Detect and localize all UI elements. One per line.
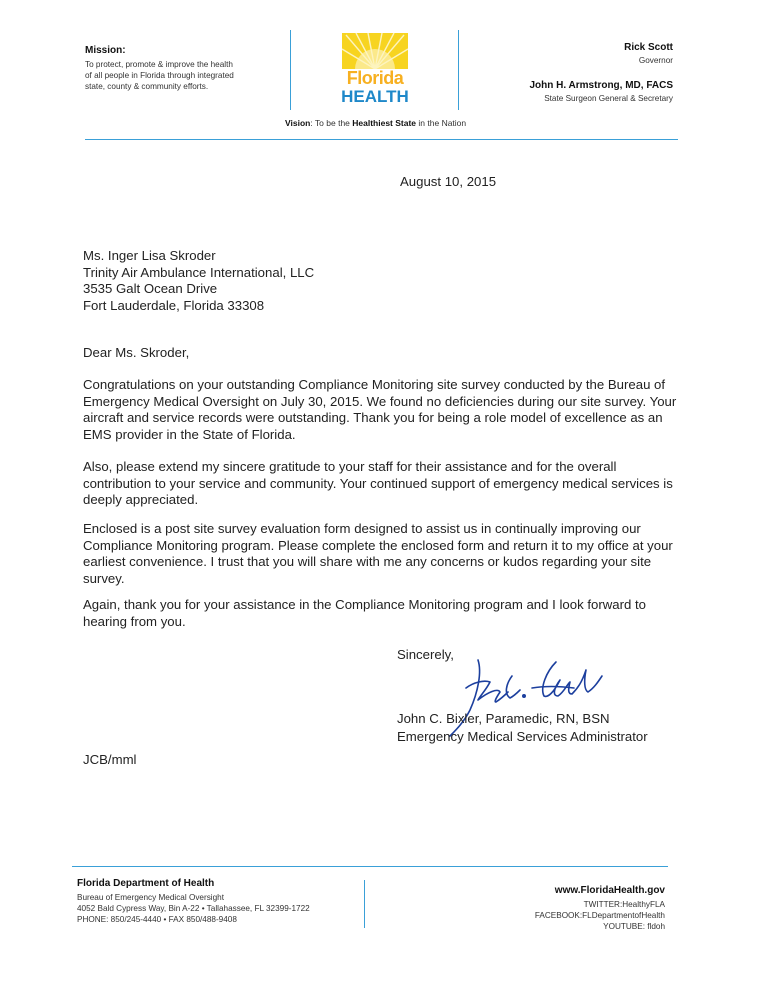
salutation: Dear Ms. Skroder, <box>83 345 190 360</box>
footer-rule <box>72 866 668 867</box>
address-line: 3535 Galt Ocean Drive <box>83 281 218 296</box>
signer-title: Emergency Medical Services Administrator <box>397 729 648 744</box>
header-rule <box>85 139 678 140</box>
governor-title: Governor <box>638 56 673 65</box>
florida-health-logo <box>335 33 415 111</box>
sun-icon <box>342 33 408 69</box>
body-paragraph: Enclosed is a post site survey evaluation form designed to assist us in continually improving our Compliance Monitoring program. Please complete the enclosed form and return it to my office at your earliest convenience. I trust that you will share with me any concerns or kudos regarding your site survey. <box>83 521 673 586</box>
mission-title: Mission: <box>85 45 126 56</box>
vision-statement <box>285 118 466 128</box>
letter-date: August 10, 2015 <box>400 174 497 189</box>
address-line: Fort Lauderdale, Florida 33308 <box>83 297 265 313</box>
mission-line: To protect, promote & improve the health <box>85 60 233 69</box>
body-paragraph: Also, please extend my sincere gratitude to your staff for their assistance and for the overall contribution to your service and community. Your continued support of emergency medical services is deeply appreciated. <box>83 459 673 507</box>
vision-text: : To be the <box>310 118 353 128</box>
surgeon-general-title: State Surgeon General & Secretary <box>544 94 673 103</box>
surgeon-general-name: John H. Armstrong, MD, FACS <box>529 80 673 91</box>
logo-florida-word: Florida <box>346 68 404 88</box>
vision-label: Vision <box>285 118 311 128</box>
footer-twitter: TWITTER:HealthyFLA <box>583 900 665 909</box>
vision-emphasis: Healthiest State <box>352 118 417 128</box>
closing: Sincerely, <box>397 647 454 662</box>
footer-dept-name: Florida Department of Health <box>77 878 215 889</box>
footer-website-link[interactable]: www.FloridaHealth.gov <box>554 885 665 896</box>
typist-initials: JCB/mml <box>83 752 137 767</box>
body-paragraph: Congratulations on your outstanding Compliance Monitoring site survey conducted by the Bureau of Emergency Medical Oversight on July 30, 2015. We found no deficiencies during our site survey. Your aircraft and service records were outstanding. Thank you for being a role model of excellence as an EMS provider in the State of Florida. <box>83 377 677 442</box>
governor-name: Rick Scott <box>624 42 673 53</box>
mission-line: of all people in Florida through integrated <box>85 71 234 80</box>
footer-phone-fax: PHONE: 850/245-4440 • FAX 850/488-9408 <box>77 915 237 924</box>
recipient-address <box>83 248 314 314</box>
footer-youtube: YOUTUBE: fldoh <box>603 922 665 931</box>
footer-bureau: Bureau of Emergency Medical Oversight <box>77 893 224 902</box>
mission-statement <box>85 59 265 92</box>
mission-line: state, county & community efforts. <box>85 82 209 91</box>
header-divider-left <box>290 30 291 110</box>
signer-name: John C. Bixler, Paramedic, RN, BSN <box>397 711 610 726</box>
address-line: Trinity Air Ambulance International, LLC <box>83 264 315 280</box>
logo-health-word: HEALTH <box>341 87 409 106</box>
header-divider-right <box>458 30 459 110</box>
address-line: Ms. Inger Lisa Skroder <box>83 248 216 263</box>
footer-facebook: FACEBOOK:FLDepartmentofHealth <box>534 911 665 920</box>
vision-tail: in the Nation <box>416 118 467 128</box>
footer-address: 4052 Bald Cypress Way, Bin A-22 • Tallahassee, FL 32399-1722 <box>77 904 310 913</box>
body-paragraph: Again, thank you for your assistance in the Compliance Monitoring program and I look forward to hearing from you. <box>83 597 646 629</box>
footer-divider <box>364 880 365 928</box>
